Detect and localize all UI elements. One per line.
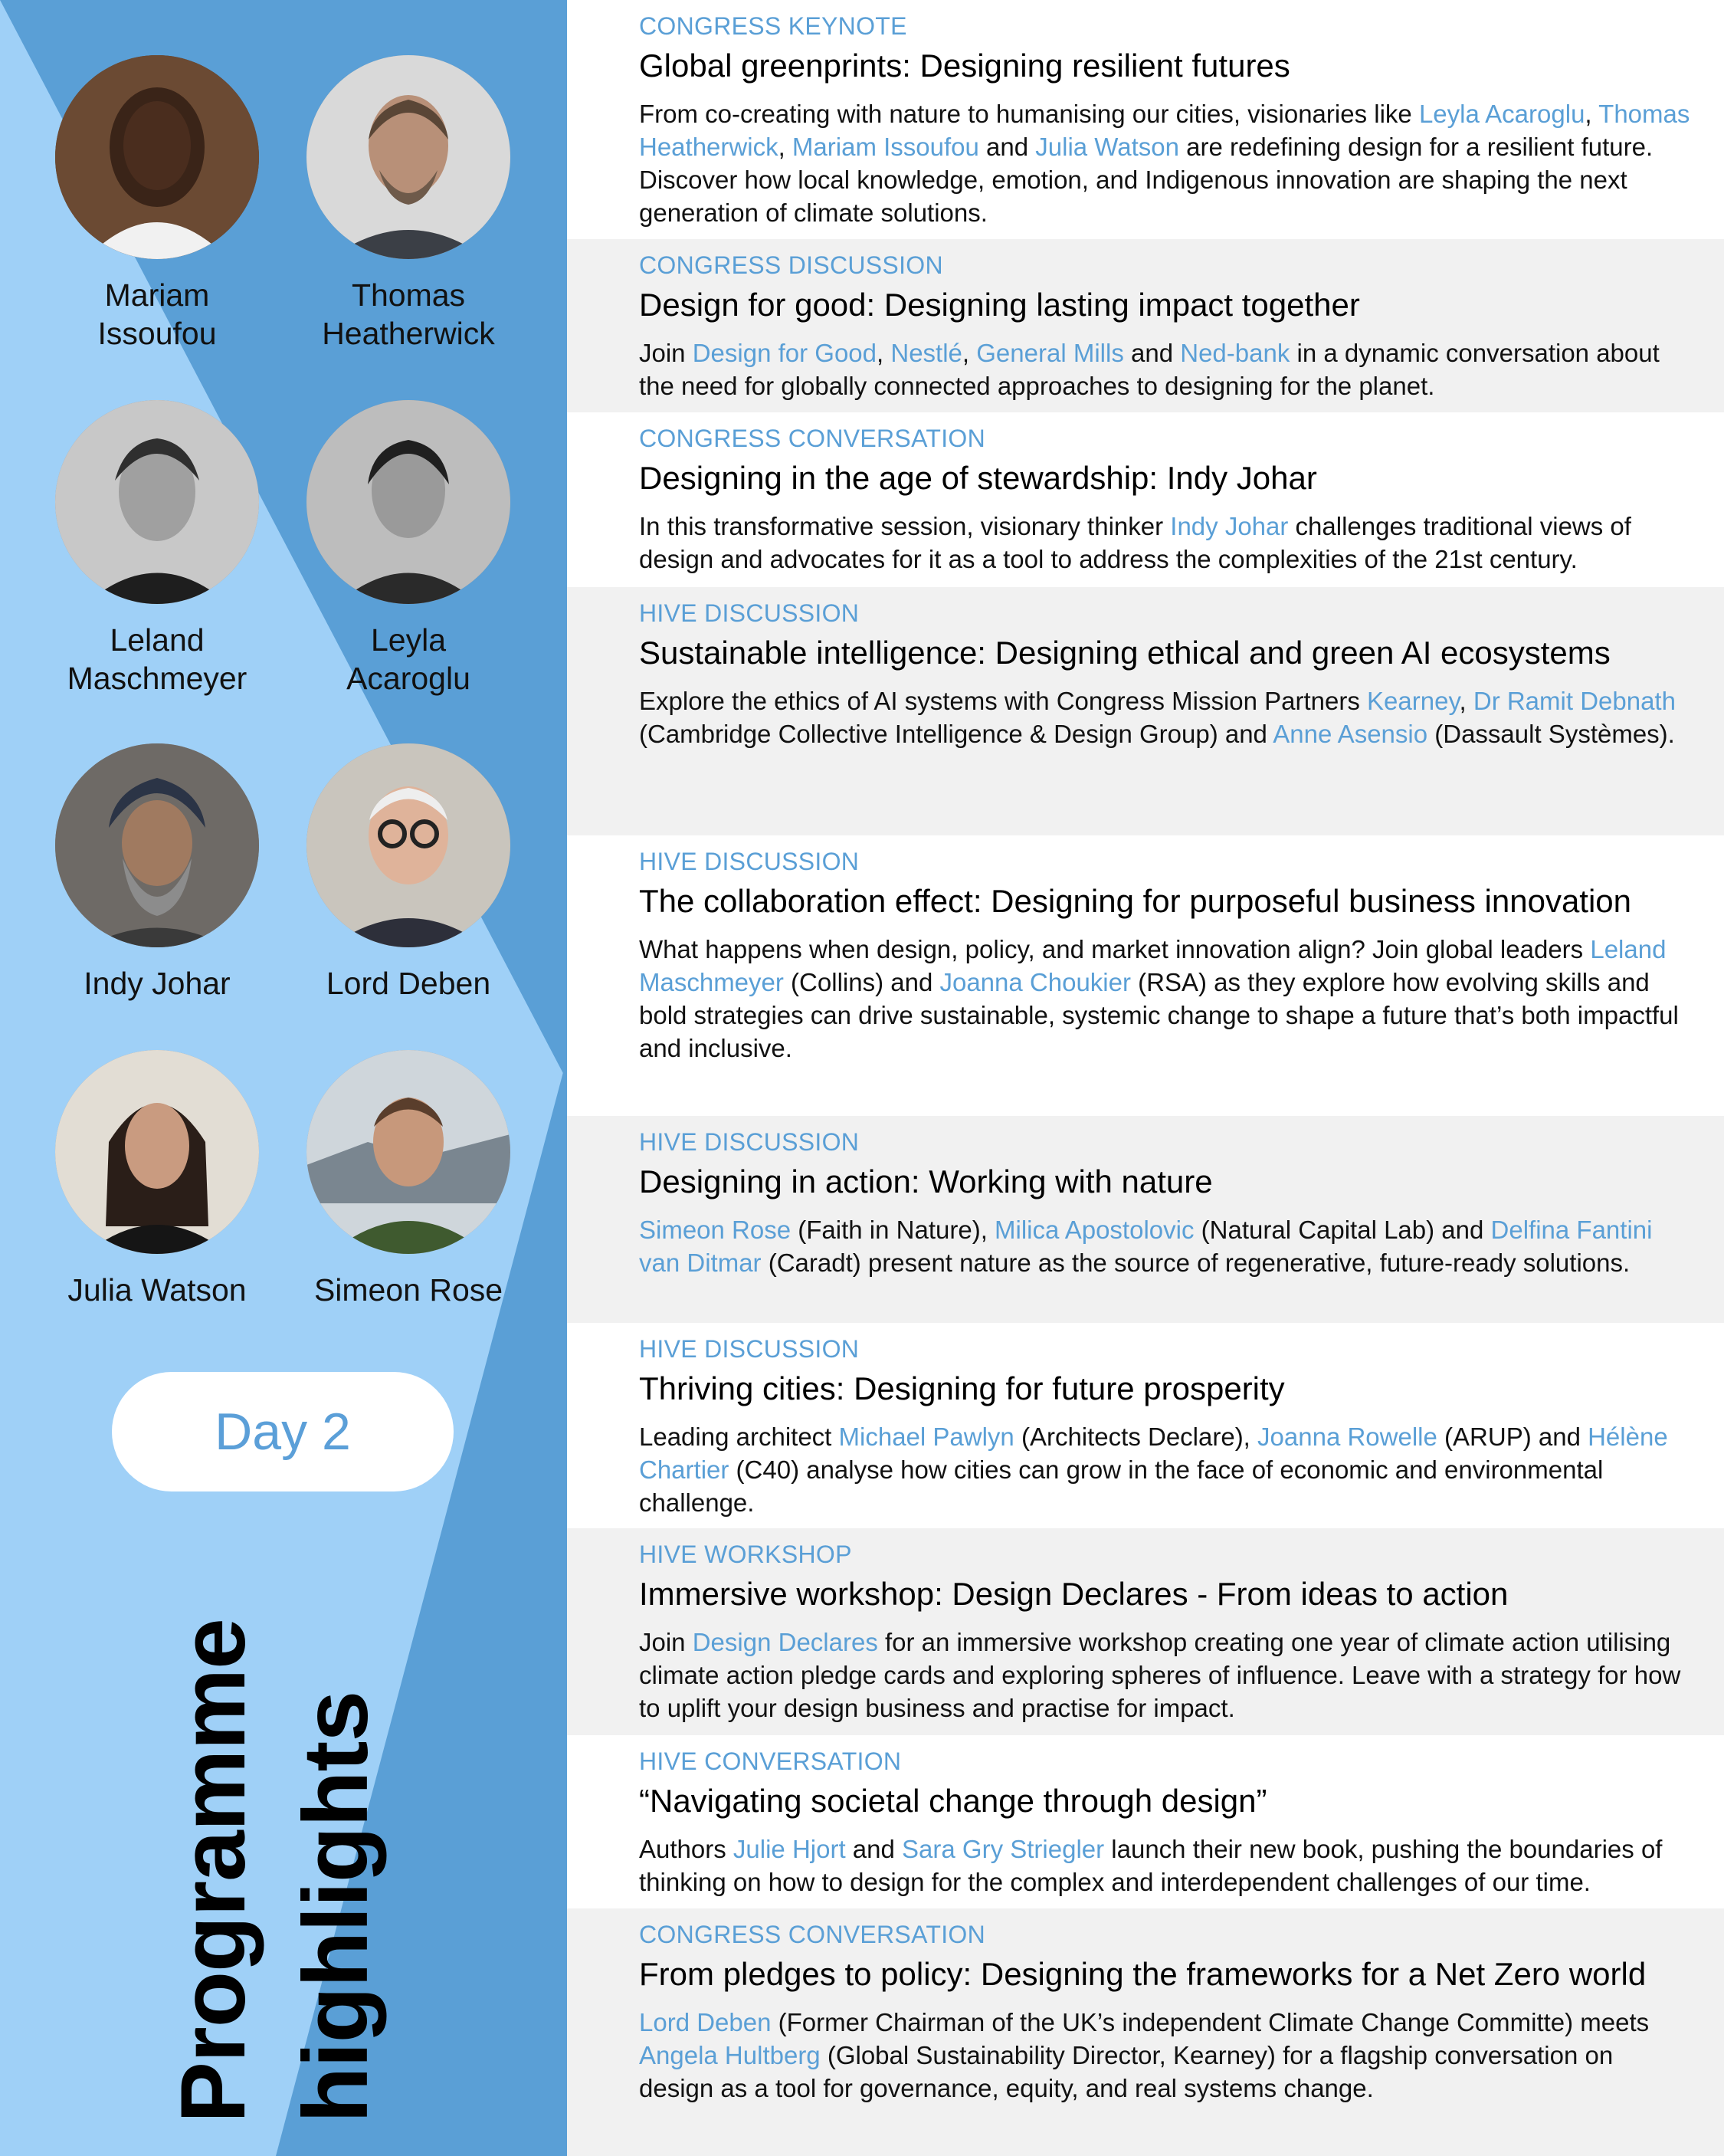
session-description (639, 2006, 1693, 2105)
highlighted-name: Sara Gry Striegler (902, 1835, 1105, 1863)
session-item (567, 412, 1724, 587)
session-title: Designing in action: Working with nature (639, 1163, 1213, 1199)
highlighted-name: Design for Good (692, 339, 877, 367)
session-description (639, 933, 1693, 1065)
session-item (567, 1323, 1724, 1528)
speaker-name: Lord Deben (326, 966, 491, 1001)
highlighted-name: Leland Maschmeyer (639, 935, 1667, 996)
description-text: In this transformative session, visionary thinker (639, 512, 1171, 540)
description-text: are redefining design for a resilient future. Discover how local knowledge, emotion, and Indigenous innovation are shaping the next generation of climate solutions. (639, 133, 1654, 227)
description-text: for an immersive workshop creating one year of climate action utilising climate action pledge cards and exploring spheres of influence. Leave with a strategy for how to uplift your design business and practise for impact. (639, 1628, 1681, 1722)
highlighted-name: Joanna Choukier (939, 968, 1131, 996)
description-text: and (845, 1835, 903, 1863)
speaker-name: Leyla Acaroglu (346, 622, 470, 696)
highlighted-name: Delfina Fantini van Ditmar (639, 1216, 1653, 1277)
session-description (639, 510, 1693, 576)
session-title: Design for good: Designing lasting impact together (639, 287, 1360, 323)
speaker-card (31, 400, 284, 697)
speaker-photo (55, 400, 259, 604)
day-badge: Day 2 (112, 1372, 454, 1491)
session-title: Immersive workshop: Design Declares - From ideas to action (639, 1576, 1509, 1612)
session-description (639, 1213, 1693, 1279)
description-text: launch their new book, pushing the boundaries of thinking on how to design for the complex and interdependent challenges of our time. (639, 1835, 1663, 1896)
description-text: (Faith in Nature), (791, 1216, 995, 1244)
session-item (567, 0, 1724, 239)
speaker-card (31, 55, 284, 353)
description-text: What happens when design, policy, and market innovation align? Join global leaders (639, 935, 1591, 963)
description-text: Join (639, 1628, 693, 1656)
description-text: (Natural Capital Lab) and (1194, 1216, 1491, 1244)
session-item (567, 835, 1724, 1116)
heading-line-2: highlights (284, 1691, 387, 2123)
description-text: Join (639, 339, 693, 367)
session-tag: HIVE DISCUSSION (639, 848, 860, 875)
session-item (567, 1116, 1724, 1323)
session-title: Global greenprints: Designing resilient futures (639, 48, 1290, 84)
description-text: (Global Sustainability Director, Kearney) for a flagship conversation on design as a tool for governance, equity, and real systems change. (639, 2041, 1614, 2102)
speaker-card (31, 743, 284, 1003)
programme-highlights-heading (152, 1541, 397, 2123)
session-tag: CONGRESS KEYNOTE (639, 12, 907, 40)
description-text: (Cambridge Collective Intelligence & Design Group) and (639, 720, 1273, 748)
speaker-photo (306, 400, 510, 604)
highlighted-name: Anne Asensio (1273, 720, 1428, 748)
description-text: , (1585, 100, 1599, 128)
description-text: in a dynamic conversation about the need for globally connected approaches to designing for the planet. (639, 339, 1660, 400)
session-tag: HIVE WORKSHOP (639, 1541, 852, 1568)
session-tag: HIVE DISCUSSION (639, 1128, 860, 1156)
highlighted-name: Thomas Heatherwick (639, 100, 1690, 161)
session-title: From pledges to policy: Designing the frameworks for a Net Zero world (639, 1956, 1647, 1992)
highlighted-name: Julie Hjort (733, 1835, 846, 1863)
session-description (639, 684, 1693, 750)
speaker-photo (306, 1050, 510, 1254)
speaker-photo (55, 55, 259, 259)
description-text: (Collins) and (783, 968, 940, 996)
session-description (639, 1626, 1693, 1724)
speaker-card (31, 1050, 284, 1309)
description-text: (Dassault Systèmes). (1427, 720, 1675, 748)
highlighted-name: Leyla Acaroglu (1418, 100, 1585, 128)
session-description (639, 1833, 1693, 1898)
description-text: , (962, 339, 977, 367)
highlighted-name: Design Declares (692, 1628, 878, 1656)
highlighted-name: Nestlé (890, 339, 962, 367)
highlighted-name: Mariam Issoufou (792, 133, 979, 161)
session-title: Thriving cities: Designing for future prosperity (639, 1370, 1285, 1406)
session-item (567, 1528, 1724, 1735)
description-text: challenges traditional views of design and advocates for it as a tool to address the complexities of the 21st century. (639, 512, 1631, 573)
session-description (639, 336, 1693, 402)
description-text: (Former Chairman of the UK’s independent Climate Change Committe) meets (771, 2008, 1650, 2036)
highlighted-name: Milica Apostolovic (995, 1216, 1195, 1244)
description-text: and (1123, 339, 1181, 367)
description-text: Leading architect (639, 1423, 839, 1451)
session-item (567, 587, 1724, 835)
session-title: “Navigating societal change through design” (639, 1783, 1267, 1819)
description-text: (ARUP) and (1437, 1423, 1588, 1451)
description-text: , (1459, 687, 1473, 715)
description-text: (Architects Declare), (1014, 1423, 1258, 1451)
session-title: Sustainable intelligence: Designing ethical and green AI ecosystems (639, 635, 1611, 671)
highlighted-name: Julia Watson (1035, 133, 1179, 161)
description-text: , (877, 339, 891, 367)
speaker-card (282, 400, 535, 697)
highlighted-name: Simeon Rose (639, 1216, 792, 1244)
speaker-name: Indy Johar (84, 966, 231, 1001)
speaker-name: Julia Watson (67, 1272, 247, 1308)
highlighted-name: Lord Deben (639, 2008, 772, 2036)
session-tag: HIVE DISCUSSION (639, 599, 860, 627)
speaker-name: Thomas Heatherwick (322, 277, 495, 351)
description-text: , (778, 133, 792, 161)
speaker-photo (306, 743, 510, 947)
highlighted-name: Ned-bank (1180, 339, 1290, 367)
session-item (567, 1735, 1724, 1908)
highlighted-name: Kearney (1367, 687, 1460, 715)
left-panel (0, 0, 567, 2156)
speaker-photo (55, 1050, 259, 1254)
session-description (639, 1420, 1693, 1519)
description-text: (RSA) as they explore how evolving skills and bold strategies can drive sustainable, systemic change to shape a future that’s both impactful and inclusive. (639, 968, 1679, 1062)
description-text: Authors (639, 1835, 733, 1863)
speaker-name: Leland Maschmeyer (67, 622, 247, 696)
session-list (567, 0, 1724, 2156)
session-title: The collaboration effect: Designing for purposeful business innovation (639, 883, 1632, 919)
session-tag: HIVE CONVERSATION (639, 1747, 902, 1775)
speaker-photo (306, 55, 510, 259)
session-tag: CONGRESS DISCUSSION (639, 251, 943, 279)
highlighted-name: Hélène Chartier (639, 1423, 1668, 1484)
highlighted-name: Dr Ramit Debnath (1473, 687, 1676, 715)
description-text: From co-creating with nature to humanising our cities, visionaries like (639, 100, 1419, 128)
session-tag: HIVE DISCUSSION (639, 1335, 860, 1363)
session-description (639, 97, 1693, 229)
highlighted-name: Joanna Rowelle (1257, 1423, 1437, 1451)
speaker-card (282, 55, 535, 353)
highlighted-name: General Mills (976, 339, 1124, 367)
description-text: (C40) analyse how cities can grow in the face of economic and environmental challenge. (639, 1455, 1604, 1517)
speaker-name: Simeon Rose (313, 1272, 503, 1308)
heading-line-1: Programme (162, 1619, 264, 2123)
session-item (567, 239, 1724, 412)
highlighted-name: Indy Johar (1170, 512, 1289, 540)
speaker-card (282, 1050, 535, 1309)
session-tag: CONGRESS CONVERSATION (639, 425, 985, 452)
speaker-photo (55, 743, 259, 947)
speaker-name: Mariam Issoufou (97, 277, 217, 351)
highlighted-name: Michael Pawlyn (838, 1423, 1014, 1451)
speaker-card (282, 743, 535, 1003)
highlighted-name: Angela Hultberg (639, 2041, 821, 2069)
session-title: Designing in the age of stewardship: Indy Johar (639, 460, 1317, 496)
session-item (567, 1908, 1724, 2156)
description-text: Explore the ethics of AI systems with Congress Mission Partners (639, 687, 1368, 715)
session-tag: CONGRESS CONVERSATION (639, 1921, 985, 1948)
description-text: (Caradt) present nature as the source of regenerative, future-ready solutions. (761, 1249, 1631, 1277)
description-text: and (978, 133, 1036, 161)
